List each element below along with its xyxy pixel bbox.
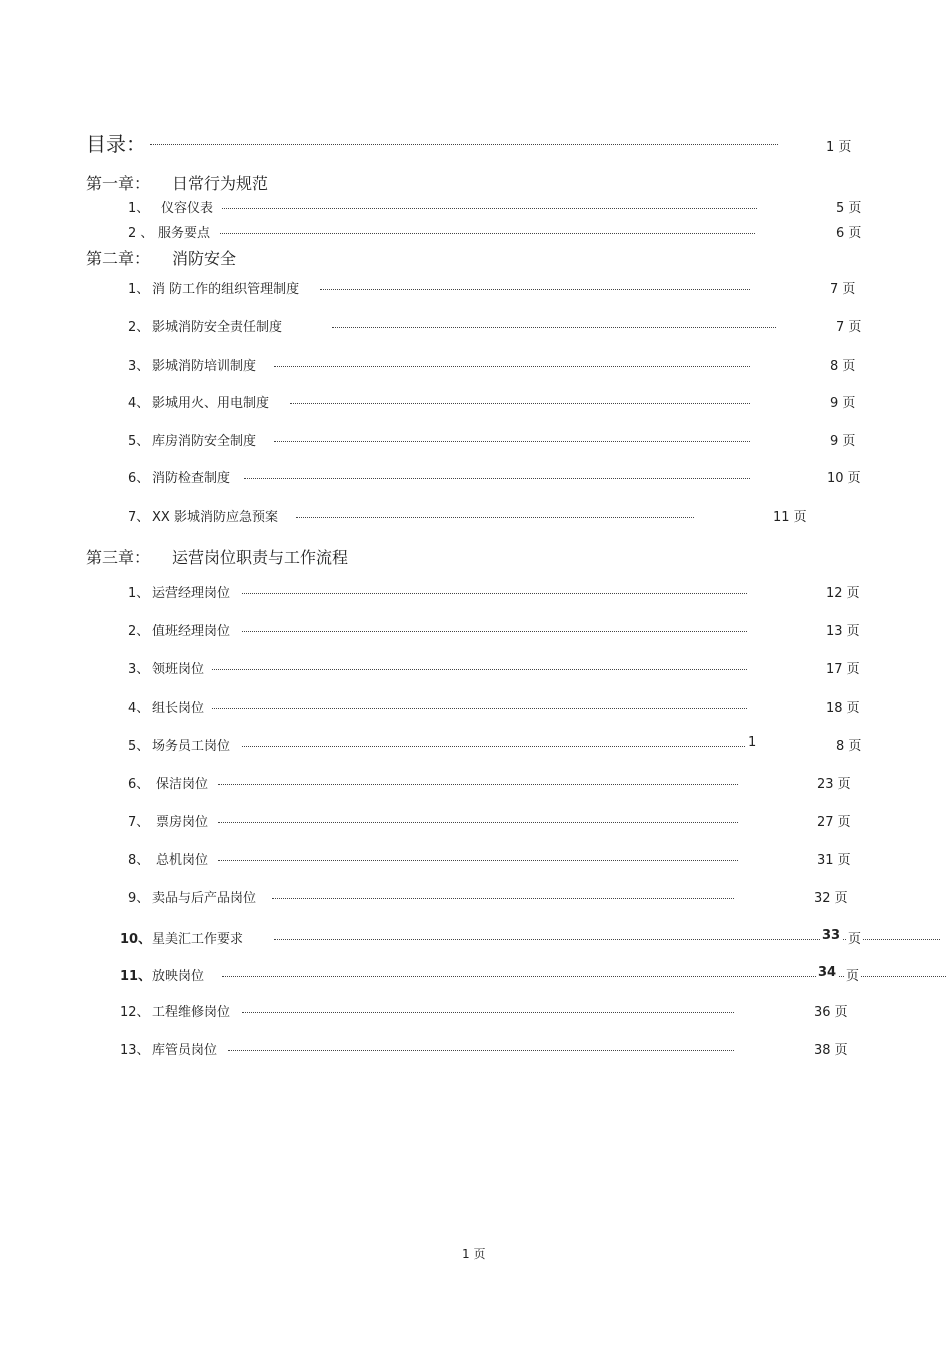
entry-number: 5、 (128, 739, 150, 754)
entry-page: 5 页 (836, 201, 862, 216)
toc-page: 1 页 (826, 140, 852, 155)
entry-title[interactable]: XX 影城消防应急预案 (152, 510, 278, 525)
entry-title[interactable]: 消 防工作的组织管理制度 (152, 282, 300, 297)
dot-leader (228, 1050, 734, 1051)
entry-page: 6 页 (836, 226, 862, 241)
entry-number: 11、 (120, 969, 152, 984)
entry-page: 13 页 (826, 624, 860, 639)
entry-page: 34 (818, 965, 837, 980)
entry-number: 10、 (120, 932, 152, 947)
dot-leader (150, 144, 778, 145)
dot-leader (212, 708, 747, 709)
dot-leader (242, 631, 747, 632)
entry-page: 12 页 (826, 586, 860, 601)
entry-page: 10 页 (827, 471, 861, 486)
entry-number: 3、 (128, 359, 150, 374)
dot-leader (242, 593, 747, 594)
entry-title[interactable]: 组长岗位 (152, 701, 205, 716)
toc-title: 目录： (86, 132, 146, 156)
entry-number: 1、 (128, 201, 150, 216)
dot-leader (222, 208, 757, 209)
entry-page-fragment: 1 (748, 735, 757, 750)
entry-title[interactable]: 服务要点 (158, 226, 211, 241)
entry-page: 8 页 (830, 359, 856, 374)
entry-title[interactable]: 影城消防培训制度 (152, 359, 257, 374)
entry-number: 2、 (128, 624, 150, 639)
entry-title[interactable]: 放映岗位 (152, 969, 205, 984)
dot-leader (332, 327, 776, 328)
dot-leader (244, 478, 750, 479)
entry-title[interactable]: 卖品与后产品岗位 (152, 891, 257, 906)
entry-number: 2 、 (128, 226, 154, 241)
chapter-3-title: 运营岗位职责与工作流程 (172, 548, 349, 567)
entry-number: 12、 (120, 1005, 150, 1020)
entry-number: 13、 (120, 1043, 150, 1058)
entry-title[interactable]: 总机岗位 (156, 853, 209, 868)
entry-number: 7、 (128, 510, 150, 525)
page-number: 1 页 (462, 1247, 486, 1261)
dot-leader (320, 289, 750, 290)
entry-title[interactable]: 库房消防安全制度 (152, 434, 257, 449)
dot-leader (242, 746, 745, 747)
entry-number: 3、 (128, 662, 150, 677)
entry-page: 11 页 (773, 510, 807, 525)
entry-number: 4、 (128, 701, 150, 716)
entry-title[interactable]: 工程维修岗位 (152, 1005, 231, 1020)
entry-title[interactable]: 库管员岗位 (152, 1043, 218, 1058)
entry-number: 6、 (128, 471, 150, 486)
dot-leader (220, 233, 755, 234)
entry-title[interactable]: 消防检查制度 (152, 471, 231, 486)
dot-leader (274, 441, 750, 442)
entry-page: 8 页 (836, 739, 862, 754)
entry-title[interactable]: 星美汇工作要求 (152, 932, 244, 947)
entry-number: 9、 (128, 891, 150, 906)
chapter-2-label: 第二章： (86, 249, 151, 268)
entry-page: 17 页 (826, 662, 860, 677)
entry-number: 2、 (128, 320, 150, 335)
entry-title[interactable]: 领班岗位 (152, 662, 205, 677)
entry-page: 36 页 (814, 1005, 848, 1020)
chapter-1-label: 第一章： (86, 174, 151, 193)
entry-page-unit: 页 (844, 965, 861, 984)
entry-title[interactable]: 仪容仪表 (161, 201, 214, 216)
entry-page: 27 页 (817, 815, 851, 830)
entry-page: 23 页 (817, 777, 851, 792)
entry-title[interactable]: 保洁岗位 (156, 777, 209, 792)
dot-leader (242, 1012, 734, 1013)
dot-leader (296, 517, 694, 518)
entry-title[interactable]: 场务员工岗位 (152, 739, 231, 754)
chapter-3-label: 第三章： (86, 548, 151, 567)
entry-number: 1、 (128, 282, 150, 297)
entry-page: 32 页 (814, 891, 848, 906)
entry-title[interactable]: 值班经理岗位 (152, 624, 231, 639)
dot-leader (274, 366, 750, 367)
entry-number: 5、 (128, 434, 150, 449)
entry-title[interactable]: 运营经理岗位 (152, 586, 231, 601)
entry-page: 9 页 (830, 434, 856, 449)
chapter-2-title: 消防安全 (172, 249, 237, 268)
dot-leader (218, 822, 738, 823)
dot-leader (272, 898, 734, 899)
entry-page: 9 页 (830, 396, 856, 411)
entry-title[interactable]: 影城用火、用电制度 (152, 396, 270, 411)
chapter-1-title: 日常行为规范 (172, 174, 269, 193)
entry-page: 7 页 (836, 320, 862, 335)
entry-page-unit: 页 (846, 928, 863, 947)
entry-page: 18 页 (826, 701, 860, 716)
entry-title[interactable]: 票房岗位 (156, 815, 209, 830)
entry-title[interactable]: 影城消防安全责任制度 (152, 320, 283, 335)
entry-number: 8、 (128, 853, 150, 868)
entry-number: 7、 (128, 815, 150, 830)
dot-leader (218, 784, 738, 785)
entry-page: 31 页 (817, 853, 851, 868)
entry-number: 6、 (128, 777, 150, 792)
dot-leader (290, 403, 750, 404)
entry-number: 4、 (128, 396, 150, 411)
entry-number: 1、 (128, 586, 150, 601)
entry-page: 7 页 (830, 282, 856, 297)
dot-leader (218, 860, 738, 861)
entry-page: 38 页 (814, 1043, 848, 1058)
entry-page: 33 (822, 928, 841, 943)
dot-leader (212, 669, 747, 670)
